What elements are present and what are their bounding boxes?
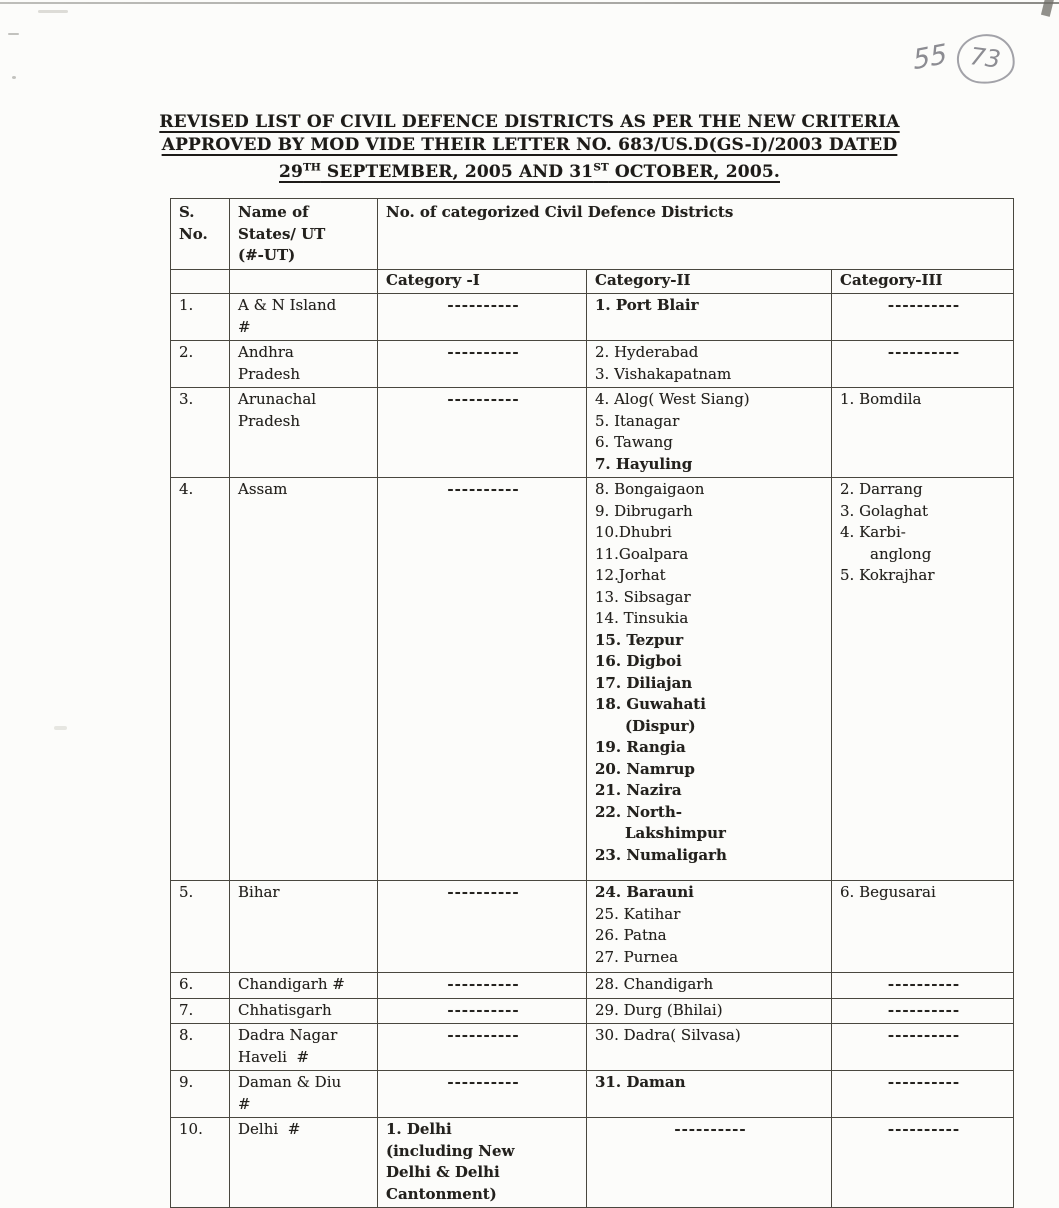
cell-line: 2. Darrang — [840, 480, 923, 498]
table-header-row-1 — [171, 199, 1014, 270]
table-body — [171, 294, 1014, 1208]
category2-cell — [587, 881, 832, 973]
nil-dashes: ---------- — [447, 480, 520, 498]
cell-line: 18. Guwahati — [595, 695, 706, 713]
nil-dashes: ---------- — [447, 1073, 520, 1091]
cell-line: (including New — [386, 1141, 515, 1160]
category3-cell — [832, 1118, 1014, 1208]
cell-line: Pradesh — [238, 364, 301, 383]
cell-line: 5. Kokrajhar — [840, 566, 935, 584]
cell-line: 6. Begusarai — [840, 883, 936, 901]
title-text-part: SEPTEMBER, 2005 AND 31 — [320, 161, 594, 182]
category2-cell — [587, 341, 832, 388]
category3-cell — [832, 478, 1014, 881]
category3-cell — [832, 1024, 1014, 1071]
nil-dashes: ---------- — [887, 1026, 961, 1044]
nil-dashes: ---------- — [674, 1120, 747, 1138]
sno-cell — [171, 388, 230, 478]
category1-cell — [378, 1071, 587, 1118]
category2-cell — [587, 388, 832, 478]
cell-line: Haveli # — [238, 1047, 310, 1066]
title-line-3 — [279, 162, 780, 182]
cell-line: Pradesh — [238, 411, 301, 430]
category2-cell — [587, 1024, 832, 1071]
category3-cell — [832, 998, 1014, 1024]
table-row — [171, 294, 1014, 341]
cell-line: Lakshimpur — [625, 824, 726, 842]
table-row — [171, 881, 1014, 973]
category3-cell — [832, 294, 1014, 341]
state-name-cell — [230, 1071, 378, 1118]
header-state-name — [230, 199, 378, 270]
cell-line: 17. Diliajan — [595, 673, 693, 692]
cell-line: Delhi & Delhi — [386, 1163, 500, 1181]
scan-corner-mark — [1041, 0, 1054, 17]
table-row — [171, 388, 1014, 478]
category1-cell — [378, 1118, 587, 1208]
table-row — [171, 1024, 1014, 1071]
category3-cell — [832, 1071, 1014, 1118]
cell-line: # — [238, 317, 251, 336]
cell-line: Cantonment) — [386, 1184, 497, 1203]
cell-line: Arunachal — [238, 390, 317, 408]
table-row — [171, 998, 1014, 1024]
cell-line: anglong — [870, 544, 932, 563]
cell-line: 3. Golaghat — [840, 501, 929, 520]
cell-line: 20. Namrup — [595, 759, 695, 778]
sno-cell — [171, 478, 230, 881]
state-name-cell — [230, 478, 378, 881]
nil-dashes: ---------- — [447, 883, 520, 901]
cell-line: Delhi # — [238, 1120, 301, 1138]
nil-dashes: ---------- — [447, 1000, 520, 1019]
cell-line: 15. Tezpur — [595, 630, 684, 649]
cell-line: 4. Alog( West Siang) — [595, 390, 750, 408]
sno-value: 8. — [179, 1026, 194, 1044]
header-state-line: States/ UT — [238, 224, 326, 243]
cell-line: 30. Dadra( Silvasa) — [595, 1026, 741, 1044]
title-line-1: REVISED LIST OF CIVIL DEFENCE DISTRICTS AS PER THE NEW CRITERIA — [159, 112, 900, 132]
nil-dashes: ---------- — [447, 343, 520, 361]
cell-line: 8. Bongaigaon — [595, 480, 705, 498]
category2-cell — [587, 973, 832, 999]
cell-line: 1. Bomdila — [840, 390, 922, 408]
nil-dashes: ---------- — [447, 975, 520, 993]
sno-cell — [171, 1118, 230, 1208]
cell-line: 3. Vishakapatnam — [595, 364, 732, 383]
category1-cell — [378, 294, 587, 341]
header-sno-line: No. — [179, 224, 208, 243]
header-categorized-districts: No. of categorized Civil Defence Districts — [378, 199, 1014, 270]
title-row — [0, 156, 1059, 183]
cell-line: 21. Nazira — [595, 781, 682, 799]
title-line-2: APPROVED BY MOD VIDE THEIR LETTER NO. 683/US.D(GS-I)/2003 DATED — [161, 134, 898, 155]
cell-line: 13. Sibsagar — [595, 587, 691, 606]
cell-line: 23. Numaligarh — [595, 845, 727, 864]
state-name-cell — [230, 881, 378, 973]
cell-line: Daman & Diu — [238, 1073, 342, 1091]
document-title — [0, 111, 1059, 183]
cell-line: (Dispur) — [625, 716, 696, 735]
header-category-2: Category-II — [587, 269, 832, 294]
state-name-cell — [230, 973, 378, 999]
nil-dashes: ---------- — [887, 296, 961, 314]
sno-value: 3. — [179, 390, 194, 408]
table-row — [171, 1118, 1014, 1208]
state-name-cell — [230, 341, 378, 388]
cell-line: 25. Katihar — [595, 904, 681, 923]
header-empty-cell — [171, 269, 230, 294]
sno-cell — [171, 294, 230, 341]
header-sno-line: S. — [179, 203, 195, 221]
title-row — [0, 111, 1059, 134]
sno-value: 6. — [179, 975, 194, 993]
table-row — [171, 478, 1014, 881]
cell-line: 27. Purnea — [595, 947, 679, 966]
category2-cell — [587, 478, 832, 881]
category3-cell — [832, 341, 1014, 388]
state-name-cell — [230, 388, 378, 478]
cell-line: 7. Hayuling — [595, 454, 693, 473]
category2-cell — [587, 1118, 832, 1208]
cell-line: 9. Dibrugarh — [595, 501, 693, 520]
cell-line: 28. Chandigarh — [595, 975, 714, 993]
title-text-part: 29 — [279, 161, 304, 182]
table-header — [171, 199, 1014, 294]
cell-line: 2. Hyderabad — [595, 343, 699, 361]
cell-line: 4. Karbi- — [840, 523, 906, 541]
nil-dashes: ---------- — [887, 1000, 961, 1019]
state-name-cell — [230, 998, 378, 1024]
sno-value: 10. — [179, 1120, 203, 1138]
nil-dashes: ---------- — [887, 1073, 961, 1091]
cell-line: 31. Daman — [595, 1073, 686, 1091]
nil-dashes: ---------- — [447, 390, 520, 408]
cell-line: 26. Patna — [595, 926, 667, 944]
sno-cell — [171, 973, 230, 999]
cell-line: # — [238, 1094, 251, 1113]
table-row — [171, 341, 1014, 388]
category2-cell — [587, 998, 832, 1024]
state-name-cell — [230, 1024, 378, 1071]
cell-line: Andhra — [238, 343, 294, 361]
scan-artifact — [8, 33, 19, 35]
nil-dashes: ---------- — [887, 975, 961, 993]
header-state-line: Name of — [238, 203, 309, 221]
category1-cell — [378, 341, 587, 388]
title-row — [0, 134, 1059, 157]
cell-line: Bihar — [238, 883, 280, 901]
state-name-cell — [230, 294, 378, 341]
nil-dashes: ---------- — [887, 343, 961, 361]
state-name-cell — [230, 1118, 378, 1208]
sno-cell — [171, 881, 230, 973]
sno-value: 9. — [179, 1073, 194, 1091]
cell-line: 16. Digboi — [595, 652, 682, 670]
cell-line: Chandigarh # — [238, 975, 345, 993]
cell-line: 10.Dhubri — [595, 523, 672, 541]
handwritten-page-number: 55 — [911, 38, 949, 77]
category1-cell — [378, 973, 587, 999]
sno-value: 2. — [179, 343, 194, 361]
sno-cell — [171, 1024, 230, 1071]
cell-line: Dadra Nagar — [238, 1026, 338, 1044]
cell-line: 14. Tinsukia — [595, 609, 689, 627]
sno-cell — [171, 998, 230, 1024]
scan-artifact — [38, 10, 68, 13]
cell-line: 1. Port Blair — [595, 296, 699, 314]
title-superscript: ST — [593, 161, 609, 173]
handwritten-circled-number: 73 — [954, 31, 1017, 88]
category3-cell — [832, 973, 1014, 999]
cell-line: 11.Goalpara — [595, 544, 689, 563]
category3-cell — [832, 881, 1014, 973]
category1-cell — [378, 478, 587, 881]
cell-line: Chhatisgarh — [238, 1000, 332, 1019]
nil-dashes: ---------- — [447, 296, 520, 314]
category1-cell — [378, 998, 587, 1024]
header-empty-cell — [230, 269, 378, 294]
nil-dashes: ---------- — [887, 1120, 961, 1138]
scan-artifact — [12, 76, 16, 79]
cell-line: 29. Durg (Bhilai) — [595, 1000, 723, 1019]
cell-line: 12.Jorhat — [595, 566, 666, 584]
scan-artifact — [54, 726, 67, 730]
category1-cell — [378, 1024, 587, 1071]
scan-edge-line — [0, 2, 1059, 4]
cell-line: 19. Rangia — [595, 738, 686, 756]
sno-value: 4. — [179, 480, 194, 498]
header-category-3: Category-III — [832, 269, 1014, 294]
cell-line: 24. Barauni — [595, 883, 694, 901]
table-row — [171, 1071, 1014, 1118]
cell-line: 1. Delhi — [386, 1120, 452, 1138]
title-superscript: TH — [303, 161, 321, 173]
cell-line: 5. Itanagar — [595, 411, 680, 430]
sno-cell — [171, 1071, 230, 1118]
civil-defence-districts-table — [170, 198, 1014, 1208]
cell-line: Assam — [238, 480, 288, 498]
table-header-row-2 — [171, 269, 1014, 294]
header-category-1: Category -I — [378, 269, 587, 294]
category1-cell — [378, 388, 587, 478]
sno-value: 5. — [179, 883, 194, 901]
title-text-part: OCTOBER, 2005. — [608, 161, 780, 182]
sno-value: 7. — [179, 1000, 194, 1019]
table-row — [171, 973, 1014, 999]
cell-line: 22. North- — [595, 802, 682, 821]
category2-cell — [587, 1071, 832, 1118]
category1-cell — [378, 881, 587, 973]
category3-cell — [832, 388, 1014, 478]
header-sno — [171, 199, 230, 270]
sno-cell — [171, 341, 230, 388]
cell-line: A & N Island — [238, 296, 337, 314]
header-state-line: (#-UT) — [238, 246, 296, 264]
sno-value: 1. — [179, 296, 194, 314]
cell-line: 6. Tawang — [595, 433, 673, 451]
nil-dashes: ---------- — [447, 1026, 520, 1044]
category2-cell — [587, 294, 832, 341]
